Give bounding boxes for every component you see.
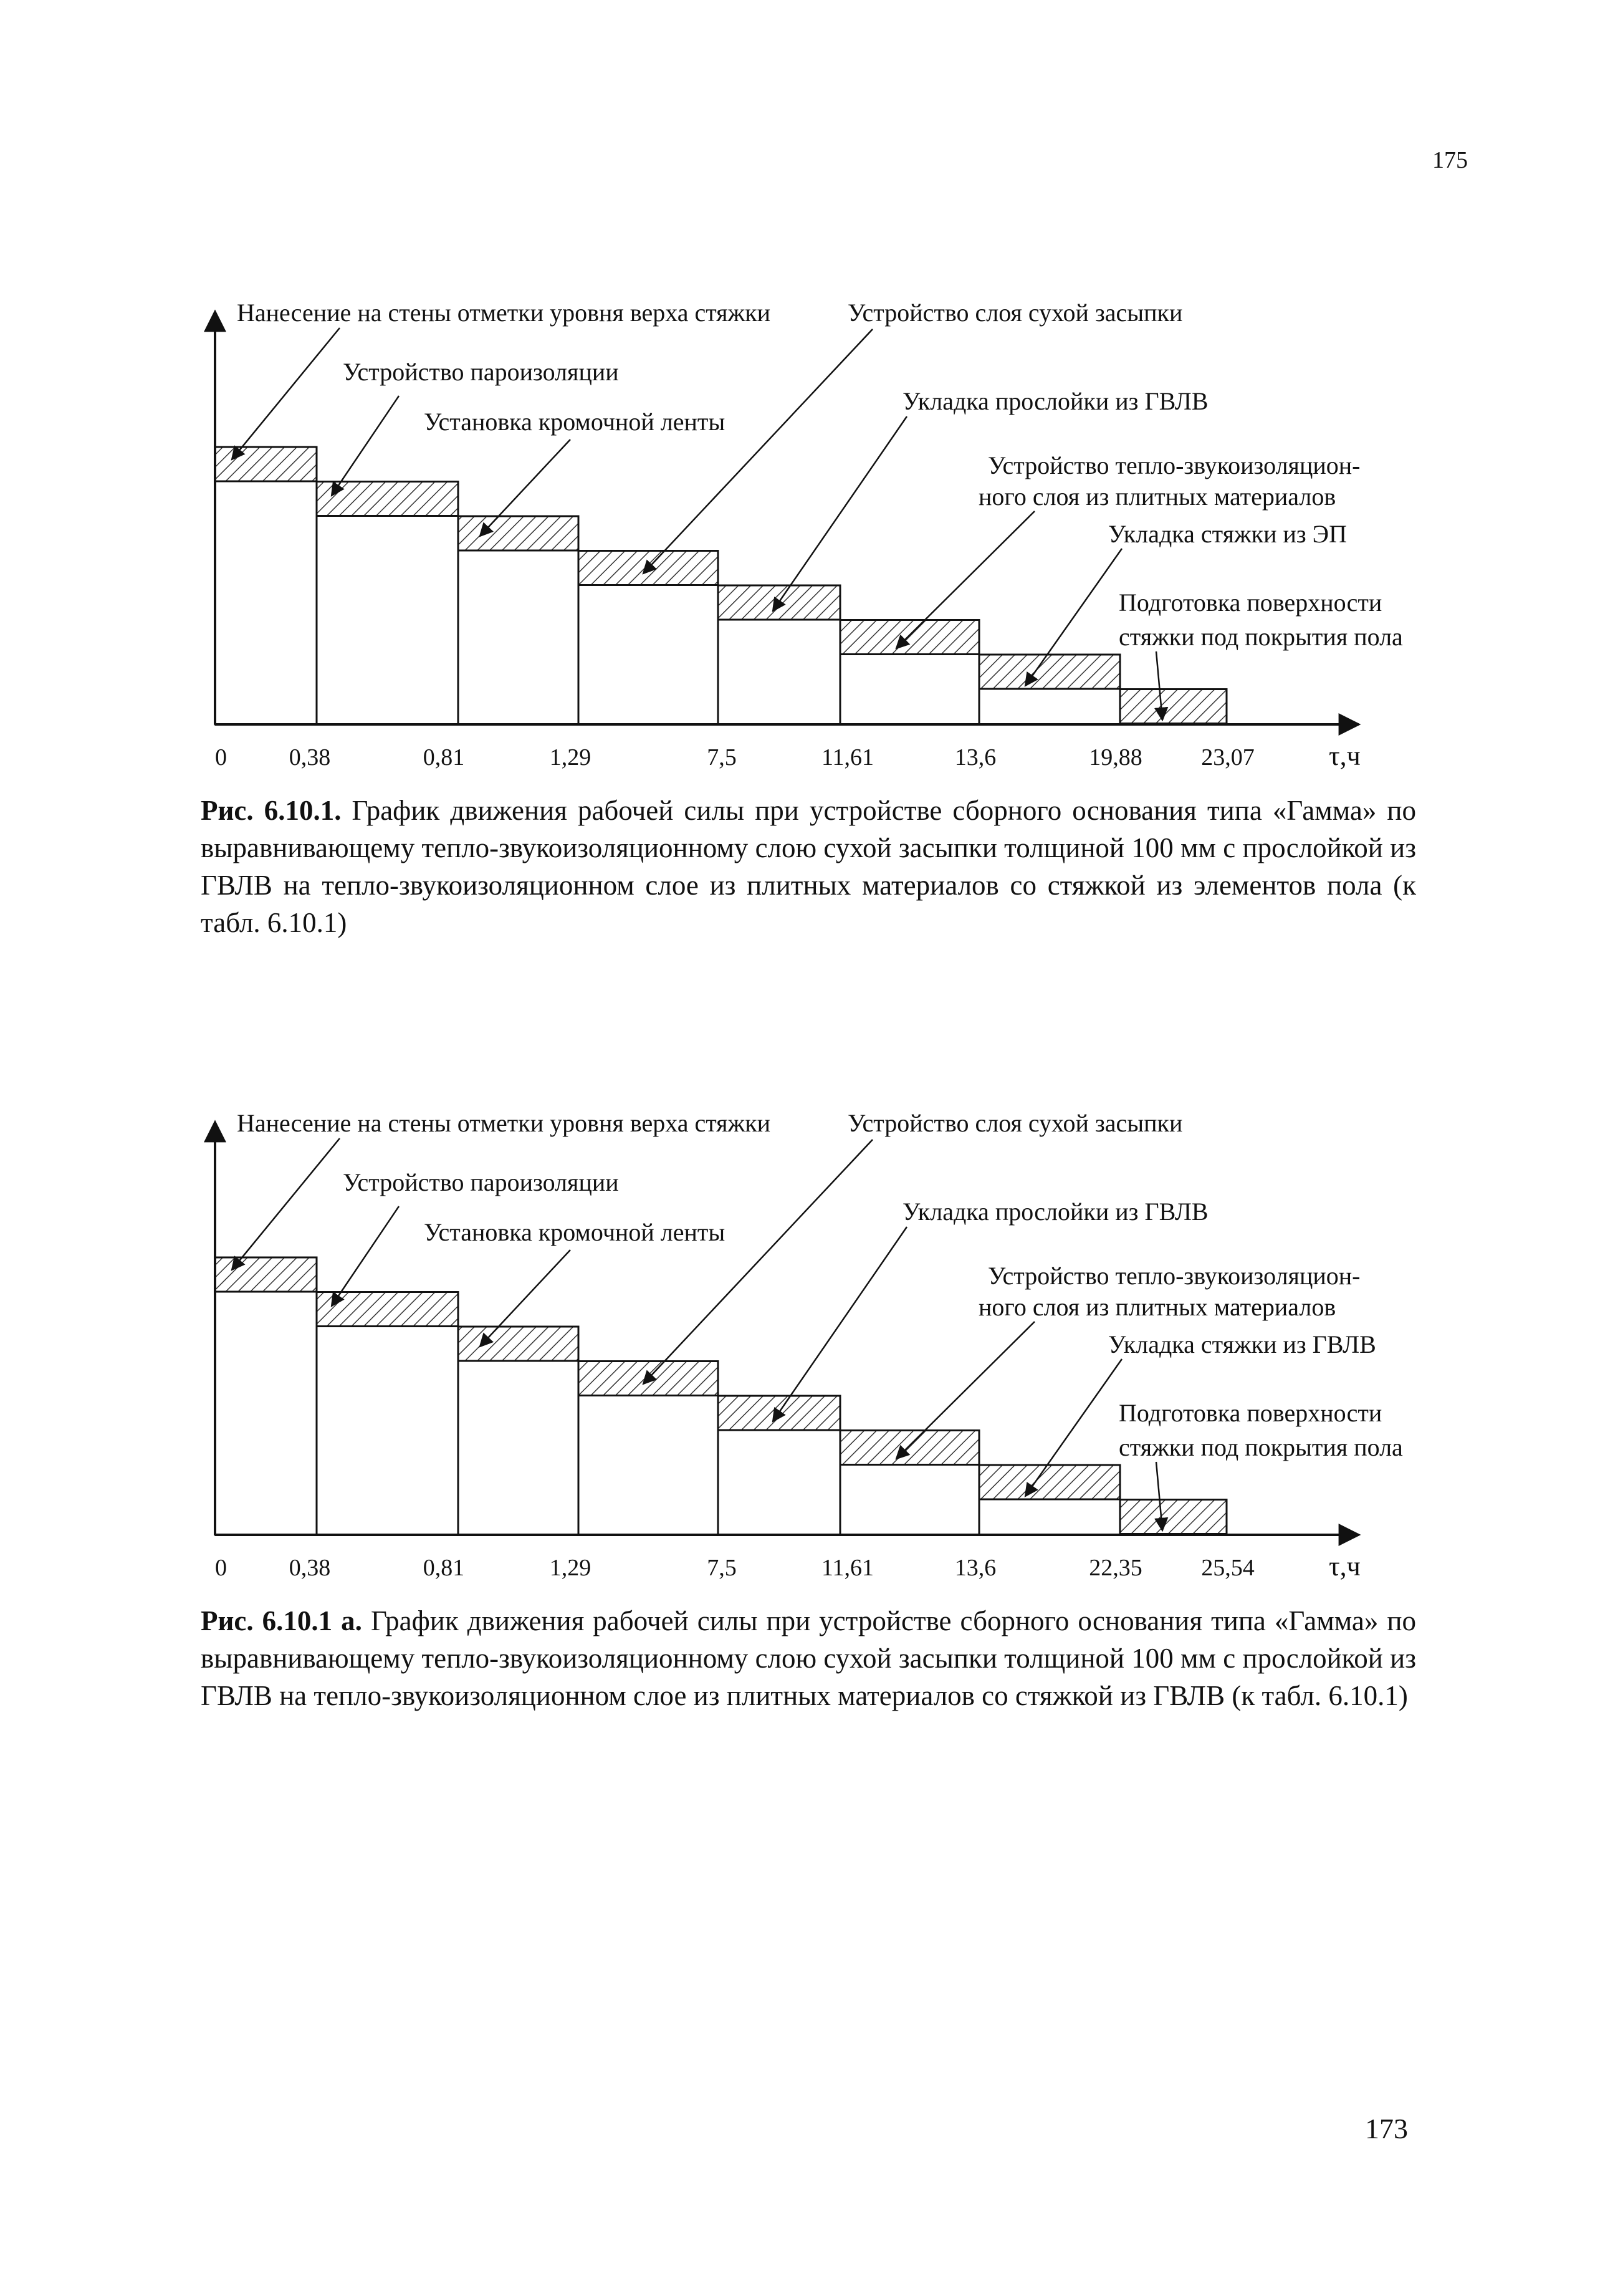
bar-hatched — [458, 1327, 578, 1361]
label-insulation-line-1: Устройство тепло-звукоизоляцион- — [988, 1262, 1361, 1290]
x-tick-label: 1,29 — [549, 744, 591, 771]
label-vapor-barrier: Устройство пароизоляции — [343, 1168, 619, 1196]
x-tick-label: 7,5 — [707, 1555, 737, 1581]
bar-workforce — [578, 585, 718, 725]
x-tick-label: 0 — [215, 744, 227, 771]
tick-labels-group — [215, 741, 1361, 771]
bar-hatched — [840, 620, 979, 655]
bar-hatched — [215, 447, 317, 481]
label-gvlv-interlayer: Укладка прослойки из ГВЛВ — [902, 387, 1209, 415]
label-screed: Укладка стяжки из ГВЛВ — [1108, 1330, 1376, 1358]
bar-hatched — [979, 1465, 1120, 1499]
bar-workforce — [215, 481, 317, 724]
x-tick-label: 7,5 — [707, 744, 737, 771]
tick-labels-group — [215, 1551, 1361, 1582]
label-insulation-line-1: Устройство тепло-звукоизоляцион- — [988, 451, 1361, 479]
x-tick-label: 23,07 — [1201, 744, 1255, 771]
x-tick-label: 0,38 — [289, 744, 331, 771]
caption-label: Рис. 6.10.1. — [201, 795, 342, 826]
x-tick-label: 11,61 — [821, 744, 874, 771]
label-screed: Укладка стяжки из ЭП — [1108, 520, 1347, 548]
bar-workforce — [458, 1361, 578, 1535]
label-vapor-barrier: Устройство пароизоляции — [343, 358, 619, 386]
bar-hatched — [979, 655, 1120, 689]
leader-line — [232, 1138, 340, 1270]
x-tick-label: 19,88 — [1089, 744, 1142, 771]
x-tick-label: 0,81 — [423, 744, 465, 771]
bar-workforce — [840, 1465, 979, 1535]
label-edge-tape: Установка кромочной ленты — [424, 408, 725, 436]
bar-workforce — [317, 516, 458, 725]
figure-caption-1 — [201, 792, 1416, 941]
x-tick-label: 22,35 — [1089, 1555, 1142, 1581]
label-surface-prep-line-1: Подготовка поверхности — [1119, 588, 1382, 617]
x-unit-label: τ,ч — [1329, 1551, 1361, 1582]
x-tick-label: 13,6 — [954, 1555, 997, 1581]
x-tick-label: 0,38 — [289, 1555, 331, 1581]
bar-hatched — [458, 516, 578, 550]
bar-hatched — [840, 1431, 979, 1465]
x-tick-label: 13,6 — [954, 744, 997, 771]
bar-workforce — [718, 1430, 840, 1535]
bar-hatched — [215, 1257, 317, 1292]
bar-workforce — [979, 1499, 1120, 1535]
bar-hatched — [1120, 689, 1227, 724]
x-tick-label: 0,81 — [423, 1555, 465, 1581]
leader-line — [643, 1140, 873, 1384]
leader-line — [773, 416, 907, 611]
label-dry-backfill: Устройство слоя сухой засыпки — [848, 299, 1183, 327]
figure-caption-2 — [201, 1602, 1416, 1714]
caption-label: Рис. 6.10.1 а. — [201, 1605, 362, 1636]
caption-text: График движения рабочей силы при устройстве сборного основания типа «Гамма» по выравнивающему тепло-звукоизоляционному слою сухой засыпки толщиной 100 мм с прослойкой из ГВЛВ на тепло-звукоизоляционном слое из плитных материалов со стяжкой из элементов пола (к табл. 6.10.1) — [201, 795, 1416, 938]
label-edge-tape: Установка кромочной ленты — [424, 1218, 725, 1246]
bar-workforce — [840, 655, 979, 725]
label-surface-prep-line-1: Подготовка поверхности — [1119, 1399, 1382, 1427]
bar-workforce — [979, 689, 1120, 724]
leader-line — [643, 329, 873, 574]
page-number-bottom: 173 — [1365, 2113, 1408, 2145]
label-marking-walls: Нанесение на стены отметки уровня верха стяжки — [237, 299, 771, 327]
label-surface-prep-line-2: стяжки под покрытия пола — [1119, 1433, 1403, 1461]
bar-workforce — [458, 550, 578, 724]
x-tick-label: 11,61 — [821, 1555, 874, 1581]
x-tick-label: 25,54 — [1201, 1555, 1255, 1581]
bar-workforce — [718, 620, 840, 724]
label-surface-prep-line-2: стяжки под покрытия пола — [1119, 623, 1403, 651]
label-marking-walls: Нанесение на стены отметки уровня верха стяжки — [237, 1109, 771, 1137]
leader-line — [232, 328, 340, 459]
label-insulation-line-2: ного слоя из плитных материалов — [979, 483, 1336, 511]
label-insulation-line-2: ного слоя из плитных материалов — [979, 1293, 1336, 1321]
caption-text: График движения рабочей силы при устройстве сборного основания типа «Гамма» по выравнивающему тепло-звукоизоляционному слою сухой засыпки толщиной 100 мм с прослойкой из ГВЛВ на тепло-звукоизоляционном слое из плитных материалов со стяжкой из ГВЛВ (к табл. 6.10.1) — [201, 1605, 1417, 1711]
leader-line — [773, 1227, 907, 1421]
page-number-top: 175 — [1432, 147, 1468, 173]
label-gvlv-interlayer: Укладка прослойки из ГВЛВ — [902, 1198, 1209, 1226]
bar-workforce — [578, 1396, 718, 1535]
x-tick-label: 0 — [215, 1555, 227, 1581]
x-tick-label: 1,29 — [549, 1555, 591, 1581]
bar-workforce — [317, 1327, 458, 1535]
bar-hatched — [1120, 1500, 1227, 1534]
bar-workforce — [215, 1292, 317, 1535]
label-dry-backfill: Устройство слоя сухой засыпки — [848, 1109, 1183, 1137]
x-unit-label: τ,ч — [1329, 741, 1361, 771]
